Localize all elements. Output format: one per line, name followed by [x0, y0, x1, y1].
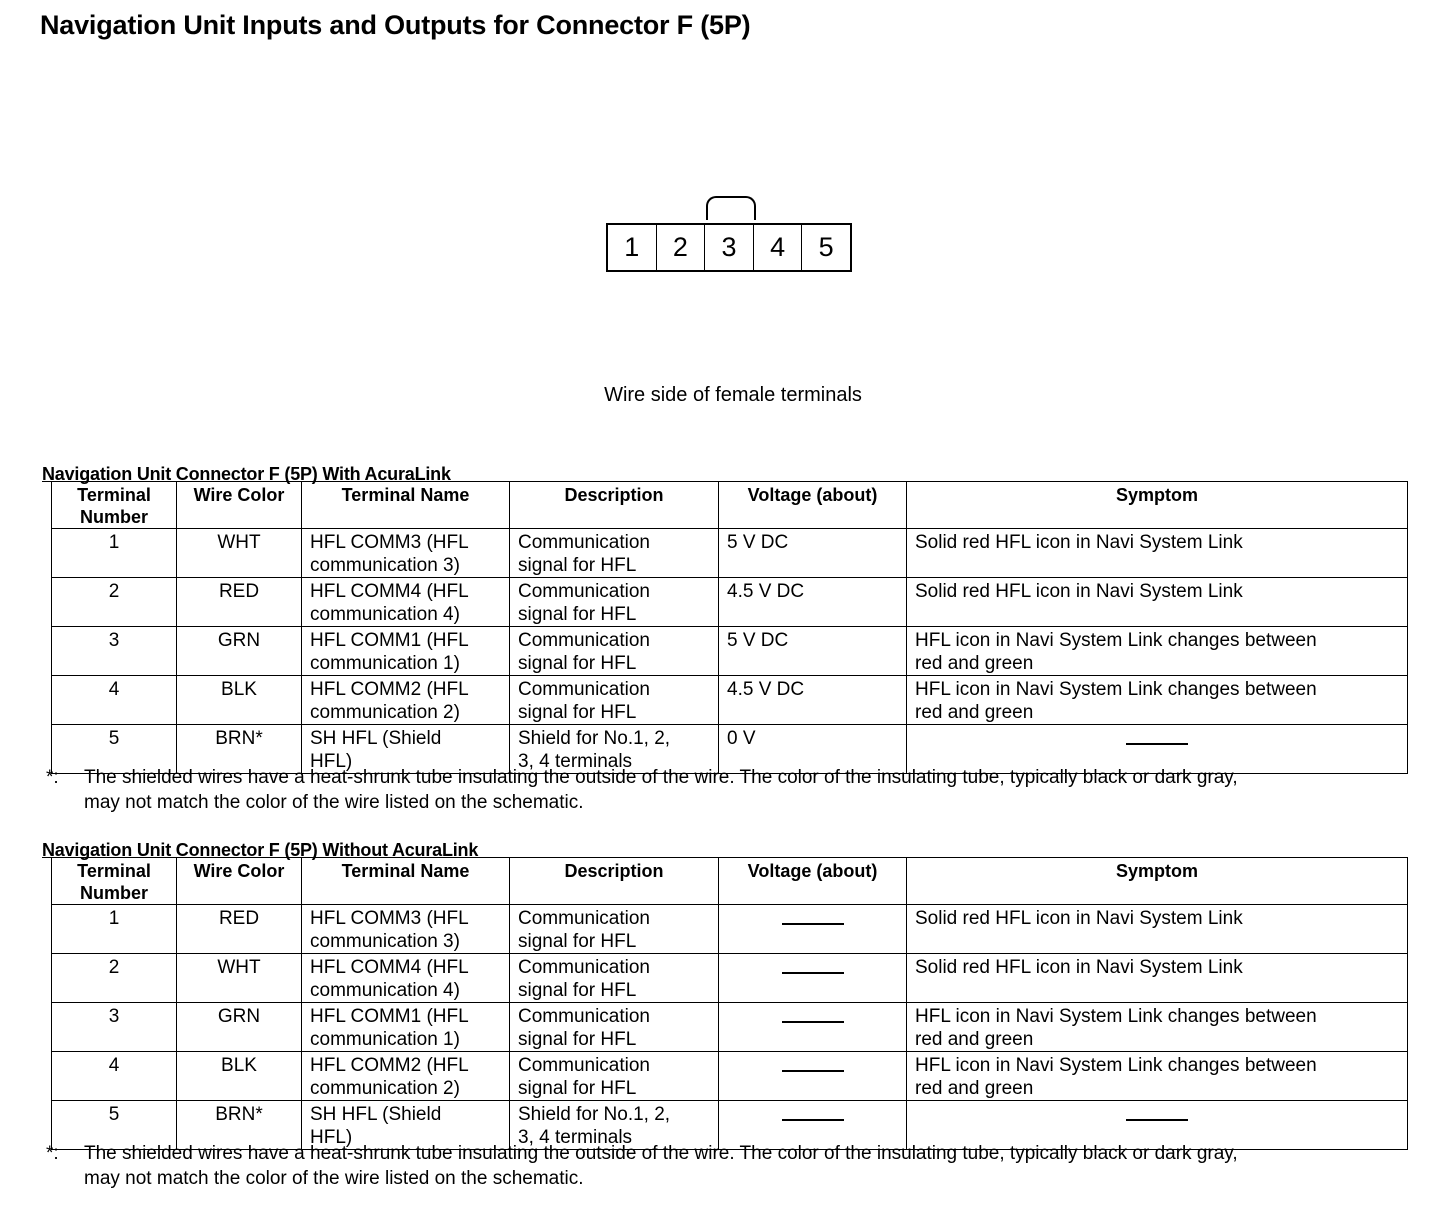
cell-description: Communication signal for HFL	[510, 529, 719, 578]
connector-latch	[706, 196, 756, 220]
cell-voltage: 5 V DC	[719, 627, 907, 676]
cell-terminal-name: HFL COMM4 (HFL communication 4)	[302, 954, 510, 1003]
connector-caption: Wire side of female terminals	[604, 384, 862, 406]
cell-voltage: 0 V	[719, 725, 907, 774]
cell-symptom: Solid red HFL icon in Navi System Link	[907, 529, 1408, 578]
header-voltage: Voltage (about)	[719, 858, 907, 905]
table-row	[52, 905, 1408, 954]
cell-terminal-name: HFL COMM2 (HFL communication 2)	[302, 676, 510, 725]
footnote-mark: *:	[46, 1143, 59, 1164]
cell-description: Communication signal for HFL	[510, 578, 719, 627]
section-title-with-acuralink: Navigation Unit Connector F (5P) With AcuraLink	[42, 464, 451, 484]
cell-description: Communication signal for HFL	[510, 1003, 719, 1052]
cell-wire-color: BLK	[177, 676, 302, 725]
cell-wire-color: GRN	[177, 1003, 302, 1052]
dash-mark	[782, 972, 844, 974]
footnote-text: The shielded wires have a heat-shrunk tube insulating the outside of the wire. The color of the insulating tube, typically black or dark gray, may not match the color of the wire listed on the schematic.	[84, 767, 1238, 813]
table-header-row	[52, 482, 1408, 529]
header-wire-color: Wire Color	[177, 482, 302, 529]
table-row	[52, 627, 1408, 676]
cell-description: Communication signal for HFL	[510, 627, 719, 676]
cell-wire-color: BRN*	[177, 725, 302, 774]
cell-terminal-number: 4	[52, 676, 177, 725]
cell-terminal-name: HFL COMM1 (HFL communication 1)	[302, 1003, 510, 1052]
connector-pin-3: 3	[705, 225, 754, 270]
cell-wire-color: BLK	[177, 1052, 302, 1101]
table-body	[52, 529, 1408, 774]
header-description: Description	[510, 858, 719, 905]
cell-terminal-name: HFL COMM2 (HFL communication 2)	[302, 1052, 510, 1101]
cell-symptom: HFL icon in Navi System Link changes between red and green	[907, 627, 1408, 676]
footnote-mark: *:	[46, 767, 59, 788]
cell-voltage	[719, 954, 907, 1003]
cell-description: Shield for No.1, 2, 3, 4 terminals	[510, 1101, 719, 1150]
cell-description: Communication signal for HFL	[510, 954, 719, 1003]
cell-terminal-number: 3	[52, 1003, 177, 1052]
cell-terminal-name: SH HFL (Shield HFL)	[302, 725, 510, 774]
cell-terminal-name: HFL COMM3 (HFL communication 3)	[302, 905, 510, 954]
cell-terminal-number: 2	[52, 954, 177, 1003]
header-terminal-name: Terminal Name	[302, 482, 510, 529]
cell-terminal-number: 5	[52, 1101, 177, 1150]
cell-terminal-number: 2	[52, 578, 177, 627]
cell-description: Shield for No.1, 2, 3, 4 terminals	[510, 725, 719, 774]
table-row	[52, 676, 1408, 725]
cell-symptom: Solid red HFL icon in Navi System Link	[907, 578, 1408, 627]
connector-pin-1: 1	[608, 225, 657, 270]
cell-wire-color: RED	[177, 578, 302, 627]
dash-mark	[782, 1021, 844, 1023]
cell-terminal-name: HFL COMM3 (HFL communication 3)	[302, 529, 510, 578]
cell-voltage	[719, 1003, 907, 1052]
dash-mark	[782, 923, 844, 925]
dash-mark	[1126, 743, 1188, 745]
cell-description: Communication signal for HFL	[510, 676, 719, 725]
table-row	[52, 954, 1408, 1003]
cell-terminal-number: 1	[52, 905, 177, 954]
header-description: Description	[510, 482, 719, 529]
io-table-without-acuralink	[51, 857, 1408, 1150]
connector-body	[606, 223, 852, 272]
section-title-without-acuralink: Navigation Unit Connector F (5P) Without AcuraLink	[42, 840, 479, 860]
dash-mark	[782, 1070, 844, 1072]
cell-description: Communication signal for HFL	[510, 1052, 719, 1101]
cell-terminal-number: 5	[52, 725, 177, 774]
header-terminal-number: Terminal Number	[52, 482, 177, 529]
table-body	[52, 905, 1408, 1150]
header-symptom: Symptom	[907, 482, 1408, 529]
cell-voltage: 5 V DC	[719, 529, 907, 578]
cell-wire-color: GRN	[177, 627, 302, 676]
cell-wire-color: WHT	[177, 529, 302, 578]
cell-description: Communication signal for HFL	[510, 905, 719, 954]
cell-wire-color: RED	[177, 905, 302, 954]
cell-wire-color: WHT	[177, 954, 302, 1003]
cell-terminal-name: HFL COMM1 (HFL communication 1)	[302, 627, 510, 676]
cell-voltage	[719, 905, 907, 954]
connector-pin-5: 5	[818, 232, 834, 262]
table-header-row	[52, 858, 1408, 905]
header-voltage: Voltage (about)	[719, 482, 907, 529]
header-terminal-name: Terminal Name	[302, 858, 510, 905]
connector-diagram	[606, 196, 854, 276]
cell-terminal-number: 1	[52, 529, 177, 578]
cell-voltage	[719, 1052, 907, 1101]
cell-voltage: 4.5 V DC	[719, 578, 907, 627]
cell-voltage: 4.5 V DC	[719, 676, 907, 725]
table-row	[52, 578, 1408, 627]
header-wire-color: Wire Color	[177, 858, 302, 905]
connector-pin-4: 4	[754, 225, 803, 270]
header-symptom: Symptom	[907, 858, 1408, 905]
io-table-with-acuralink	[51, 481, 1408, 774]
table-row	[52, 1052, 1408, 1101]
header-terminal-number: Terminal Number	[52, 858, 177, 905]
cell-terminal-number: 4	[52, 1052, 177, 1101]
table-row	[52, 1003, 1408, 1052]
cell-terminal-name: HFL COMM4 (HFL communication 4)	[302, 578, 510, 627]
footnote-text: The shielded wires have a heat-shrunk tube insulating the outside of the wire. The color of the insulating tube, typically black or dark gray, may not match the color of the wire listed on the schematic.	[84, 1143, 1238, 1189]
table-row	[52, 529, 1408, 578]
cell-terminal-number: 3	[52, 627, 177, 676]
page-title: Navigation Unit Inputs and Outputs for Connector F (5P)	[40, 10, 751, 40]
cell-symptom: HFL icon in Navi System Link changes between red and green	[907, 1003, 1408, 1052]
dash-mark	[1126, 1119, 1188, 1121]
cell-symptom: HFL icon in Navi System Link changes between red and green	[907, 1052, 1408, 1101]
cell-symptom: Solid red HFL icon in Navi System Link	[907, 954, 1408, 1003]
cell-wire-color: BRN*	[177, 1101, 302, 1150]
dash-mark	[782, 1119, 844, 1121]
connector-pin-2: 2	[657, 225, 706, 270]
cell-terminal-name: SH HFL (Shield HFL)	[302, 1101, 510, 1150]
cell-symptom: HFL icon in Navi System Link changes between red and green	[907, 676, 1408, 725]
cell-symptom: Solid red HFL icon in Navi System Link	[907, 905, 1408, 954]
